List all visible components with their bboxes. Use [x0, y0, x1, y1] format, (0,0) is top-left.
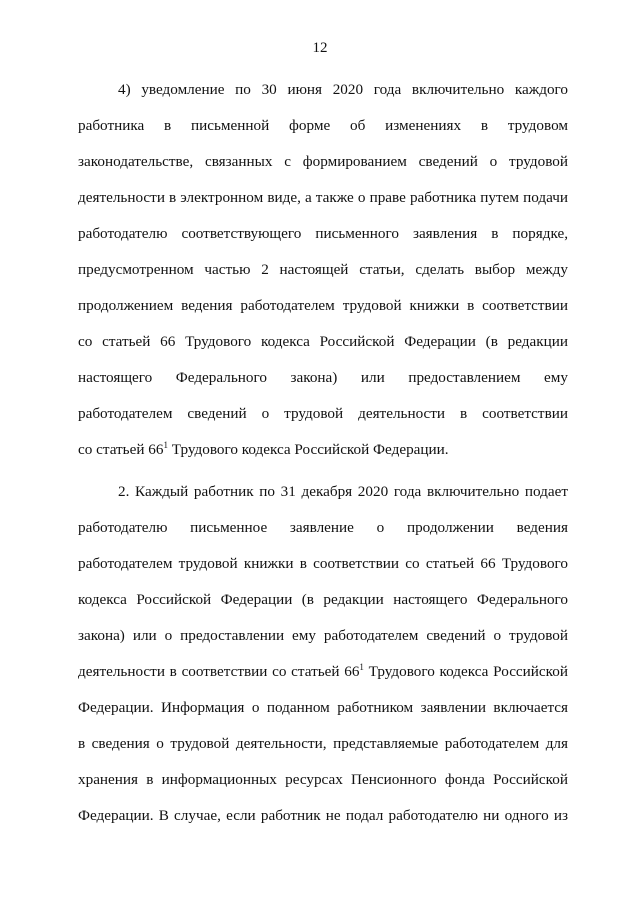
- text-line: настоящего Федерального закона) или предоставлением ему: [78, 369, 568, 386]
- text-line: работника в письменной форме об изменениях в трудовом: [78, 117, 568, 134]
- superscript: 1: [359, 661, 364, 672]
- text-line: со статьей 66 Трудового кодекса Российской Федерации (в редакции: [78, 333, 568, 350]
- page-number: 12: [312, 40, 328, 56]
- text-line: работодателем трудовой книжки в соответствии со статьей 66 Трудового: [78, 555, 568, 572]
- text-line: закона) или о предоставлении ему работодателем сведений о трудовой: [78, 627, 568, 644]
- text-line: [78, 440, 568, 460]
- text-fragment: Трудового кодекса Российской: [363, 663, 568, 680]
- superscript: 1: [163, 439, 168, 450]
- text-line: работодателю соответствующего письменного заявления в порядке,: [78, 225, 568, 242]
- text-line: [78, 662, 568, 682]
- text-line: 2. Каждый работник по 31 декабря 2020 года включительно подает: [118, 483, 568, 500]
- text-line: предусмотренном частью 2 настоящей статьи, сделать выбор между: [78, 261, 568, 278]
- text-line: кодекса Российской Федерации (в редакции настоящего Федерального: [78, 591, 568, 608]
- text-fragment: со статьей 66: [78, 441, 164, 458]
- text-line: 4) уведомление по 30 июня 2020 года включительно каждого: [118, 81, 568, 98]
- text-fragment: деятельности в соответствии со статьей 66: [78, 663, 360, 680]
- text-line: законодательстве, связанных с формированием сведений о трудовой: [78, 153, 568, 170]
- text-fragment: Трудового кодекса Российской Федерации.: [167, 441, 449, 458]
- text-line: деятельности в электронном виде, а также о праве работника путем подачи: [78, 189, 568, 206]
- text-line: работодателем сведений о трудовой деятельности в соответствии: [78, 405, 568, 422]
- text-line: Федерации. Информация о поданном работником заявлении включается: [78, 699, 568, 716]
- text-line: в сведения о трудовой деятельности, представляемые работодателем для: [78, 735, 568, 752]
- text-line: Федерации. В случае, если работник не подал работодателю ни одного из: [78, 807, 568, 824]
- text-line: хранения в информационных ресурсах Пенсионного фонда Российской: [78, 771, 568, 788]
- text-line: продолжением ведения работодателем трудовой книжки в соответствии: [78, 297, 568, 314]
- text-line: работодателю письменное заявление о продолжении ведения: [78, 519, 568, 536]
